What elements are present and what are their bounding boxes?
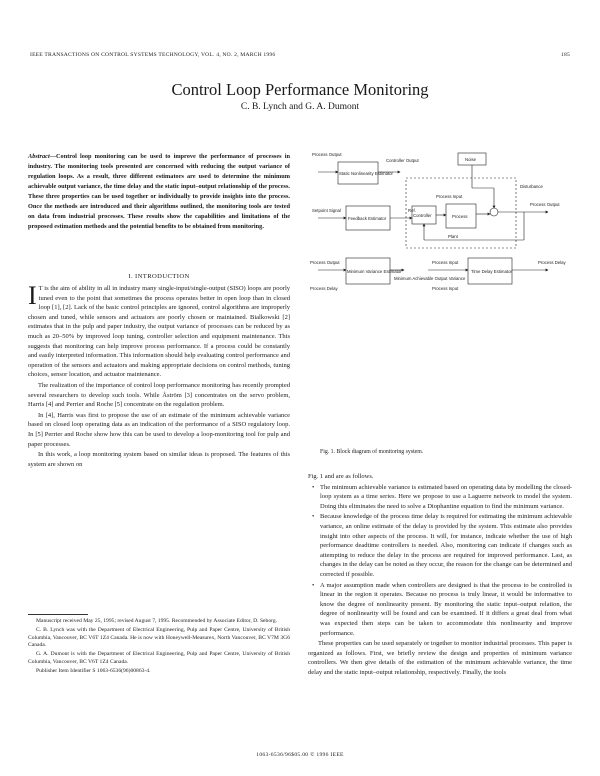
label-process: Process xyxy=(452,214,468,219)
label-disturbance: Disturbance xyxy=(520,184,543,189)
intro-paragraph-3: In [4], Harris was first to propose the use of an estimate of the minimum achievable variance based on closed loop operating data as an indication of the performance of a SISO regulatory loop. In [5] Perrier and Roche show how this can be used to develop a loop-monitoring tool for pulp and paper processes. xyxy=(28,411,290,448)
label-controller: Controller xyxy=(413,213,432,218)
label-process-output-top: Process Output xyxy=(312,152,342,157)
label-ref: Ref. xyxy=(408,208,416,213)
label-plant: Plant xyxy=(448,234,458,239)
label-controller-output: Controller Output xyxy=(386,158,419,163)
label-process-input-bottom: Process Input xyxy=(432,260,459,265)
feature-item-1: • The minimum achievable variance is estimated based on operating data by modelling the closed-loop system as a time series. Here we propose to use a Laguerre network to model the system. Doing this eliminates the need to solve a Diophantine equation to find the minimum variance. xyxy=(320,483,572,512)
label-min-variance-estimator: Minimum Variance Estimator xyxy=(347,269,402,274)
section-heading: I. INTRODUCTION xyxy=(128,273,190,280)
abstract-label: Abstract— xyxy=(28,153,56,160)
block-diagram-figure xyxy=(308,148,574,448)
label-static-estimator: Static Nonlinearity Estimator xyxy=(339,171,393,176)
intro-column xyxy=(28,281,290,470)
label-process-output-left: Process Output xyxy=(310,260,340,265)
journal-name: IEEE TRANSACTIONS ON CONTROL SYSTEMS TECHNOLOGY, VOL. 4, NO. 2, MARCH 1996 xyxy=(30,52,276,58)
label-process-delay-left: Process Delay xyxy=(310,286,338,291)
right-intro: Fig. 1 and are as follows. xyxy=(308,473,374,480)
label-feedback-estimator: Feedback Estimator xyxy=(348,216,387,221)
label-process-delay: Process Delay xyxy=(538,260,566,265)
footnote-author2: G. A. Dumont is with the Department of Electrical Engineering, Pulp and Paper Centre, University of British Columbia, Vancouver, BC V6T 1Z4 Canada. xyxy=(28,651,290,665)
feature-item-3: • A major assumption made when controllers are designed is that the process to be controlled is linear in the region it operates. Because no process is truly linear, it would be informative to know the degree of nonlinearity present. By monitoring the static input–output relation, the degree of nonlinearity will be found and can be examined. If it differs a great deal from what was expected then steps can be taken to accommodate this nonlinearity and improve performance. xyxy=(320,581,572,639)
intro-paragraph-2: The realization of the importance of control loop performance monitoring has recently prompted several researchers to develop such tools. While Åström [3] concentrates on the servo problem, Harris [4] and Perrier and Roche [5] concentrate on the regulation problem. xyxy=(28,381,290,409)
footnote-received: Manuscript received May 25, 1995; revised August 7, 1995. Recommended by Associate Editor, D. Seborg. xyxy=(36,618,278,624)
footnotes xyxy=(28,614,290,677)
summing-junction xyxy=(490,208,498,216)
label-time-delay-estimator: Time Delay Estimator xyxy=(471,269,512,274)
abstract-text: Control loop monitoring can be used to improve the performance of processes in industry. The monitoring tools presented are concerned with reducing the output variance of regulation loops. As a result, three different estimators are used to determine the minimum achievable output variance, the time delay and the static input–output relationship of the process. These three properties can be used together or individually to provide insights into the process. Once the methods are introduced and their algorithms outlined, the monitoring tools are tested on data from industrial processes. These results show the capabilities and limitations of the proposed estimation methods and the potential benefits to be obtained from monitoring. xyxy=(28,153,290,230)
drop-cap: I xyxy=(28,281,37,310)
figure-caption: Fig. 1. Block diagram of monitoring system. xyxy=(320,449,424,455)
footnote-author1: C. B. Lynch was with the Department of Electrical Engineering, Pulp and Paper Centre, University of British Columbia, Vancouver, BC V6T 1Z4 Canada. He is now with Honeywell-Measurex, North Vancouver, BC V7M 3G6 Canada. xyxy=(28,626,290,649)
label-setpoint: Setpoint Signal xyxy=(312,208,341,213)
copyright-footer: 1063-6536/96$05.00 © 1996 IEEE xyxy=(256,752,344,758)
paper-title: Control Loop Performance Monitoring xyxy=(171,80,429,99)
label-process-out-right: Process Output xyxy=(530,202,560,207)
feature-list xyxy=(308,483,572,639)
page-number: 185 xyxy=(561,52,570,58)
running-header xyxy=(30,52,570,58)
feature-item-2: • Because knowledge of the process time delay is required for estimating the minimum achievable variance, an online estimate of the delay is provided by the system. This estimate also provides insight into other aspects of the process. It will, for instance, indicate whether the use of high performance deadtime controllers is needed. Also, monitoring can indicate if changes such as attempting to reduce the delay in the process are required for improved performance. Last, as changes in the delay can be noted as they occur, the reason for the change can be determined and corrected if possible. xyxy=(320,512,572,579)
footnote-rule xyxy=(28,614,88,615)
intro-paragraph-4: In this work, a loop monitoring system based on similar ideas is proposed. The features of this system are shown on xyxy=(28,451,290,468)
footnote-pii: Publisher Item Identifier S 1063-6536(96)00863-4. xyxy=(36,667,151,674)
abstract xyxy=(28,152,290,232)
label-min-variance-output: Minimum Achievable Output Variance xyxy=(394,276,466,281)
label-noise: Noise xyxy=(465,157,476,162)
intro-paragraph-1: I T is the aim of ability in all in industry many single-input/single-output (SISO) loops are poorly tuned even to the point that sometimes the process operates better in open loop than in closed loop [1], [2]. Lack of the basic control principles are ignored, control algorithms are improperly chosen and tuned, while sensors and actuators are poorly chosen or maintained. Bialkowski [2] estimates that in the pulp and paper industry, the output variance of processes can be reduced by as much as 20–50% by improved loop tuning, controller selection and equipment maintenance. This suggests that monitoring can help improve process performance. If a process could be constantly and easily interpreted information. This information should help evaluating control performance and operation of the sensors and actuators and making appropriate decisions on control methods, tuning choices, sensor location, and actuator maintenance. xyxy=(28,281,290,379)
block-diagram xyxy=(308,148,574,448)
paper-authors: C. B. Lynch and G. A. Dumont xyxy=(240,102,360,112)
right-paragraph: These properties can be used separately or together to monitor industrial processes. This paper is organized as follows. First, we briefly review the design and properties of minimum variance controllers. We then give details of the estimation of the minimum achievable variance, the time delay and the static input–output relationship, respectively. Finally, the tools xyxy=(308,640,572,676)
right-column xyxy=(308,472,572,678)
label-process-input: Process Input xyxy=(436,194,463,199)
label-loop-status: Process Input xyxy=(432,286,459,291)
